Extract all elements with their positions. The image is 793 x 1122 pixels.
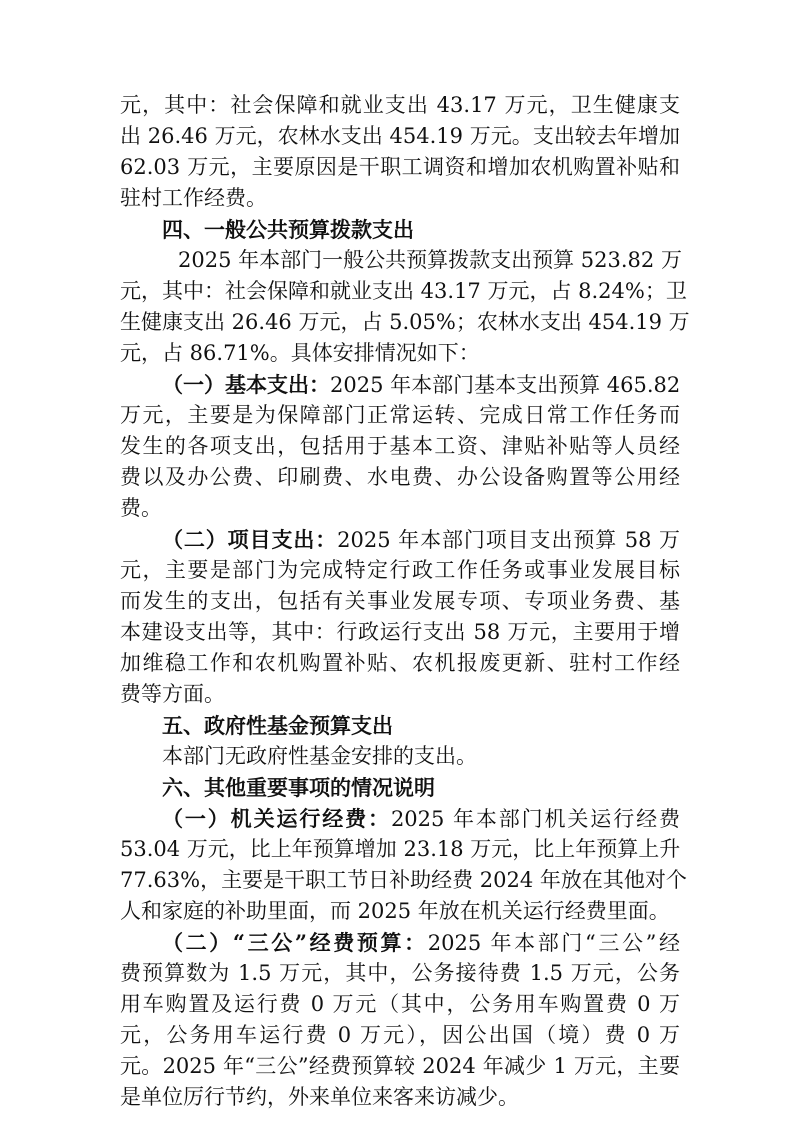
paragraph-line: 是单位厉行节约，外来单位来客来访减少。 <box>120 1085 519 1109</box>
paragraph-line: 2025 年本部门一般公共预算拨款支出预算 523.82 万 <box>178 248 682 272</box>
section-heading-6: 六、其他重要事项的情况说明 <box>162 775 435 800</box>
section-heading-5: 五、政府性基金预算支出 <box>162 713 393 738</box>
subsection-three-public-budget <box>120 927 680 958</box>
subsection-label: （一）机关运行经费： <box>162 806 391 831</box>
paragraph-text: 2025 年本部门基本支出预算 465.82 <box>330 373 681 397</box>
paragraph-line: 本部门无政府性基金安排的支出。 <box>162 744 477 768</box>
paragraph-line: 元，占 86.71%。具体安排情况如下： <box>120 341 480 365</box>
paragraph-line: 元，主要是部门为完成特定行政工作任务或事业发展目标 <box>120 558 680 582</box>
paragraph-line: 77.63%，主要是干职工节日补助经费 2024 年放在其他对个 <box>120 868 687 892</box>
paragraph-line: 加维稳工作和农机购置补贴、农机报废更新、驻村工作经 <box>120 651 680 675</box>
subsection-label: （二）“三公”经费预算： <box>162 930 428 955</box>
paragraph-text: 2025 年本部门机关运行经费 <box>390 807 680 831</box>
paragraph-line: 元，公务用车运行费 0 万元），因公出国（境）费 0 万 <box>120 1023 680 1047</box>
document-body <box>120 90 690 1113</box>
subsection-operating-funds <box>120 803 680 834</box>
paragraph-line: 用车购置及运行费 0 万元（其中，公务用车购置费 0 万 <box>120 992 680 1016</box>
paragraph-line: 费以及办公费、印刷费、水电费、办公设备购置等公用经 <box>120 465 680 489</box>
subsection-label: （一）基本支出： <box>162 372 330 397</box>
paragraph-line: 53.04 万元，比上年预算增加 23.18 万元，比上年预算上升 <box>120 837 681 861</box>
subsection-basic-expenditure <box>120 369 680 400</box>
paragraph-text: 2025 年本部门项目支出预算 58 万 <box>337 528 680 552</box>
paragraph-line: 生健康支出 26.46 万元，占 5.05%；农林水支出 454.19 万 <box>120 310 690 334</box>
section-heading-4: 四、一般公共预算拨款支出 <box>162 217 414 242</box>
paragraph-line: 元。2025 年“三公”经费预算较 2024 年减少 1 万元，主要 <box>120 1054 680 1078</box>
subsection-label: （二）项目支出： <box>162 527 338 552</box>
subsection-project-expenditure <box>120 524 680 555</box>
paragraph-line: 驻村工作经费。 <box>120 186 267 210</box>
paragraph-line: 而发生的支出，包括有关事业发展专项、专项业务费、基 <box>120 589 680 613</box>
paragraph-line: 本建设支出等，其中：行政运行支出 58 万元，主要用于增 <box>120 620 680 644</box>
paragraph-line: 元，其中：社会保障和就业支出 43.17 万元，卫生健康支 <box>120 93 680 117</box>
paragraph-line: 费。 <box>120 496 162 520</box>
paragraph-line: 发生的各项支出，包括用于基本工资、津贴补贴等人员经 <box>120 434 680 458</box>
paragraph-line: 费预算数为 1.5 万元，其中，公务接待费 1.5 万元，公务 <box>120 961 680 985</box>
paragraph-text: 2025 年本部门“三公”经 <box>427 931 680 955</box>
paragraph-line: 费等方面。 <box>120 682 225 706</box>
paragraph-line: 元，其中：社会保障和就业支出 43.17 万元，占 8.24%；卫 <box>120 279 687 303</box>
paragraph-line: 人和家庭的补助里面，而 2025 年放在机关运行经费里面。 <box>120 899 670 923</box>
paragraph-line: 62.03 万元，主要原因是干职工调资和增加农机购置补贴和 <box>120 155 680 179</box>
paragraph-line: 万元，主要是为保障部门正常运转、完成日常工作任务而 <box>120 403 680 427</box>
paragraph-line: 出 26.46 万元，农林水支出 454.19 万元。支出较去年增加 <box>120 124 680 148</box>
